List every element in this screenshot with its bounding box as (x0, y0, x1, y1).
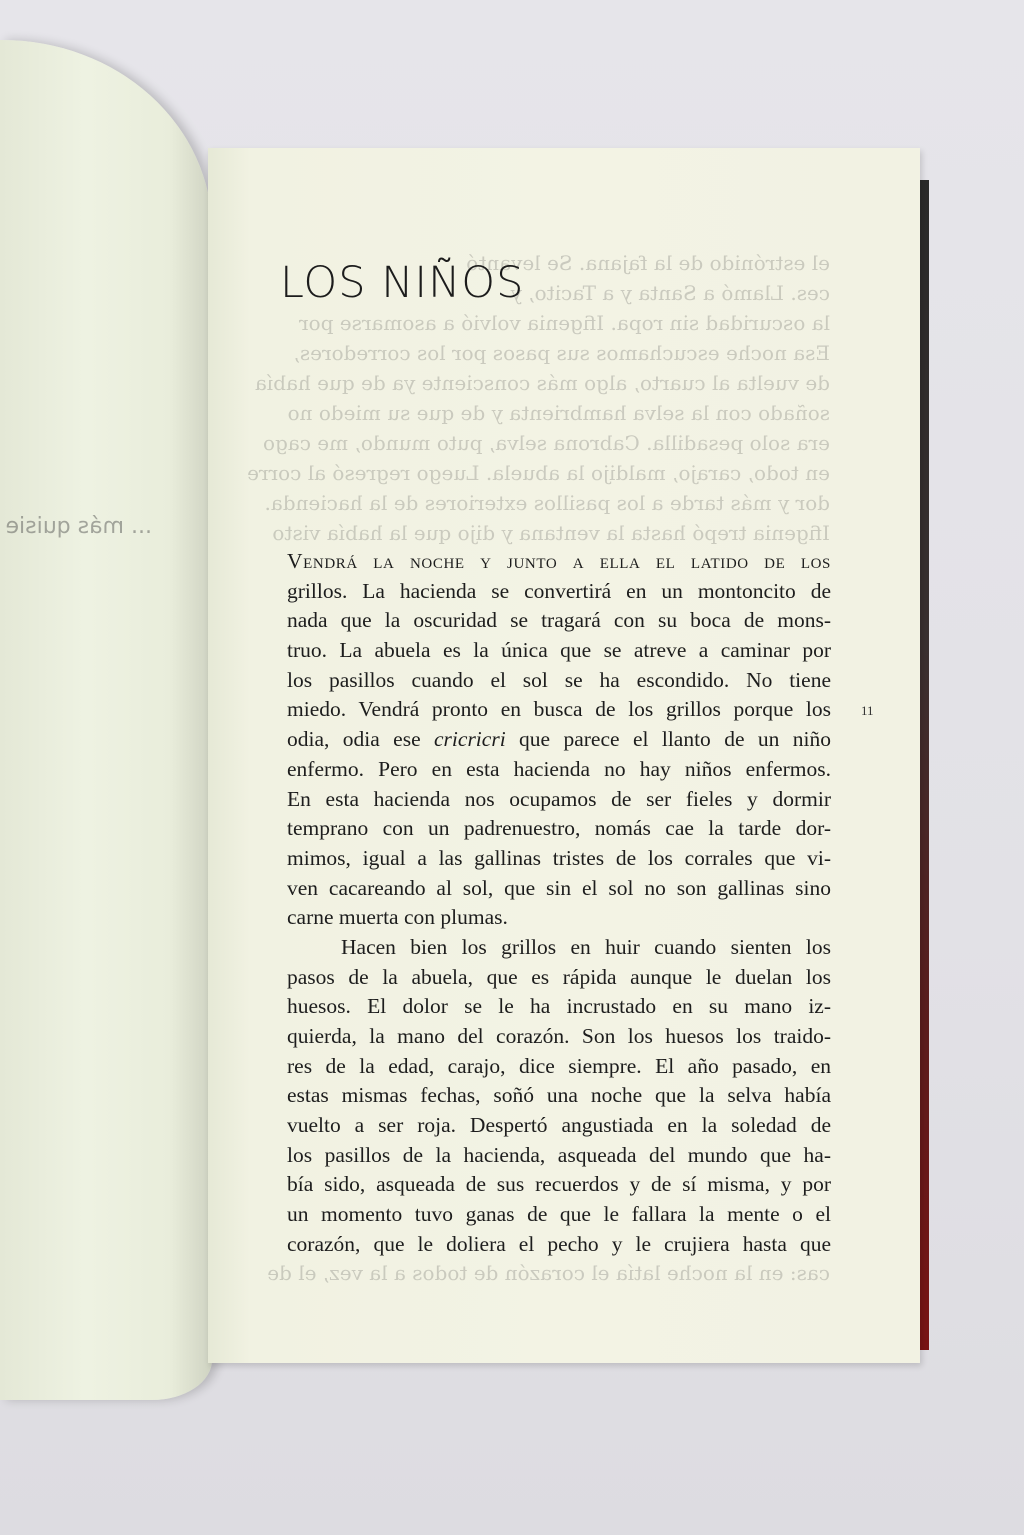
text-line: ven cacareando al sol, que sin el sol no son gallinas sino (287, 875, 831, 900)
text-line: miedo. Vendrá pronto en busca de los grillos porque los (287, 697, 831, 722)
text-line: truo. La abuela es la única que se atreve a caminar por (287, 638, 831, 663)
bleed-through-line: era solo pesadilla. Cabrona selva, puto mundo, me cago (263, 431, 830, 455)
text-line: los pasillos de la hacienda, asqueada del mundo que ha- (287, 1142, 831, 1167)
text-line: estas mismas fechas, soñó una noche que la selva había (287, 1083, 831, 1108)
text-line: odia, odia ese cricricri que parece el llanto de un niño (287, 727, 831, 752)
text-line: Hacen bien los grillos en huir cuando sienten los (341, 934, 831, 959)
bleed-through-line: soñado con la selva hambrienta y de que su miedo no (287, 401, 830, 425)
text-line: carne muerta con plumas. (287, 905, 508, 930)
bleed-through-line: la oscuridad sin ropa. Ifigenia volvió a asomarse por (299, 311, 830, 335)
text-line: Vendrá la noche y junto a ella el latido de los (287, 549, 831, 573)
chapter-body-text (287, 547, 831, 1260)
page-number: 11 (861, 703, 874, 718)
chapter-title: LOS NIÑOS (280, 258, 525, 308)
bleed-through-line: ces. Llamó a Santa y a Tacito, y (510, 281, 830, 305)
text-line: pasos de la abuela, que es rápida aunque le duelan los (287, 964, 831, 989)
bleed-through-line: en todo, carajo, maldijo la abuela. Luego regresó al corre (247, 461, 830, 485)
text-line: temprano con un padrenuestro, nomás cae la tarde dor- (287, 816, 831, 841)
bleed-through-line: de vuelta al cuarto, algo más consciente ya de que había (254, 371, 830, 395)
bleed-through-line: dor y más tarde a los pasillos exteriores de la hacienda. (264, 491, 830, 515)
text-line: corazón, que le doliera el pecho y le crujiera hasta que (287, 1231, 831, 1256)
text-line: mimos, igual a las gallinas tristes de los corrales que vi- (287, 845, 831, 870)
right-page-bleed-through-bottom: cas: en la noche latía el corazón de todos a la vez, el de (267, 1261, 830, 1285)
text-line: bía sido, asqueada de sus recuerdos y de sí misma, y por (287, 1172, 831, 1197)
text-line: En esta hacienda nos ocupamos de ser fieles y dormir (287, 786, 831, 811)
text-line: quierda, la mano del corazón. Son los huesos los traido- (287, 1024, 831, 1048)
bleed-through-line: Esa noche escuchamos sus pasos por los corredores, (293, 341, 830, 365)
text-line: enfermo. Pero en esta hacienda no hay niños enfermos. (287, 756, 831, 781)
bleed-through-line: el estrónido de la fajana. Se levantó (466, 251, 830, 275)
text-line: nada que la oscuridad se tragará con su boca de mons- (287, 608, 831, 633)
text-line: un momento tuvo ganas de que le fallara la mente o el (287, 1202, 831, 1227)
text-line: vuelto a ser roja. Despertó angustiada en la soledad de (287, 1113, 831, 1138)
text-line: los pasillos cuando el sol se ha escondido. No tiene (287, 667, 831, 692)
left-page (0, 40, 212, 1400)
left-page-bleed-through-text: ... más quisie (5, 514, 152, 539)
text-line: huesos. El dolor se le ha incrustado en su mano iz- (287, 994, 831, 1019)
text-line: grillos. La hacienda se convertirá en un montoncito de (287, 578, 831, 603)
text-line: res de la edad, carajo, dice siempre. El año pasado, en (287, 1053, 831, 1078)
bleed-through-line: Ifigenia trepó hasta la ventana y dijo que la había visto (272, 521, 830, 545)
